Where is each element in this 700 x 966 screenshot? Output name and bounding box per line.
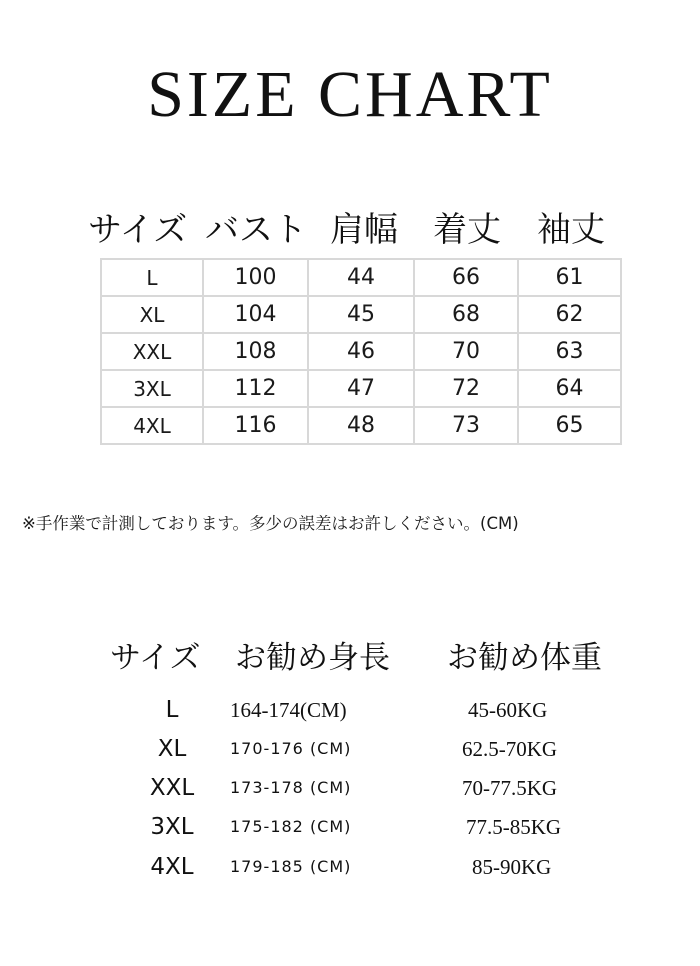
header-size: サイズ	[88, 210, 188, 250]
rec-weight: 62.5-70KG	[462, 737, 558, 761]
bust-cell: 108	[203, 333, 308, 370]
table-row	[101, 296, 621, 333]
size-cell: L	[101, 259, 203, 296]
measurement-note: ※手作業で計測しております。多少の誤差はお許しください。(CM)	[22, 514, 519, 533]
rec-size: L	[165, 697, 179, 723]
shoulder-cell: 44	[308, 259, 414, 296]
sleeve-cell: 64	[518, 370, 621, 407]
sleeve-cell: 65	[518, 407, 621, 444]
shoulder-cell: 45	[308, 296, 414, 333]
length-cell: 68	[414, 296, 518, 333]
length-cell: 72	[414, 370, 518, 407]
rec-height: 173-178 (CM)	[230, 778, 352, 797]
bust-cell: 116	[203, 407, 308, 444]
shoulder-cell: 48	[308, 407, 414, 444]
rec-weight: 45-60KG	[468, 698, 548, 722]
bust-cell: 104	[203, 296, 308, 333]
bust-cell: 100	[203, 259, 308, 296]
list-item	[0, 730, 700, 768]
length-cell: 66	[414, 259, 518, 296]
table-row	[101, 333, 621, 370]
sleeve-cell: 63	[518, 333, 621, 370]
shoulder-cell: 46	[308, 333, 414, 370]
size-cell: XL	[101, 296, 203, 333]
sleeve-cell: 62	[518, 296, 621, 333]
size-cell: XXL	[101, 333, 203, 370]
rec-weight: 77.5-85KG	[466, 815, 562, 839]
rec-height: 170-176 (CM)	[230, 739, 352, 758]
rec-height: 164-174(CM)	[230, 698, 347, 722]
rec-header-height: お勧め身長	[235, 640, 390, 676]
table-row	[101, 407, 621, 444]
list-item	[0, 769, 700, 807]
header-sleeve: 袖丈	[537, 210, 605, 250]
rec-size: 4XL	[150, 854, 194, 880]
rec-weight: 85-90KG	[472, 855, 552, 879]
table-row	[101, 370, 621, 407]
rec-weight: 70-77.5KG	[462, 776, 558, 800]
bust-cell: 112	[203, 370, 308, 407]
list-item	[0, 691, 700, 729]
length-cell: 73	[414, 407, 518, 444]
rec-header-size: サイズ	[110, 640, 201, 676]
header-bust: バスト	[205, 210, 307, 250]
rec-height: 175-182 (CM)	[230, 817, 352, 836]
table-row	[101, 259, 621, 296]
sleeve-cell: 61	[518, 259, 621, 296]
rec-size: XXL	[149, 775, 195, 801]
size-cell: 4XL	[101, 407, 203, 444]
rec-header-weight: お勧め体重	[447, 640, 602, 676]
header-length: 着丈	[433, 210, 501, 250]
length-cell: 70	[414, 333, 518, 370]
measurement-table	[100, 258, 622, 445]
header-shoulder: 肩幅	[330, 210, 398, 250]
page-title: SIZE CHART	[147, 58, 553, 131]
shoulder-cell: 47	[308, 370, 414, 407]
list-item	[0, 848, 700, 886]
rec-size: 3XL	[150, 814, 194, 840]
rec-height: 179-185 (CM)	[230, 857, 352, 876]
size-cell: 3XL	[101, 370, 203, 407]
list-item	[0, 808, 700, 846]
rec-size: XL	[157, 736, 187, 762]
